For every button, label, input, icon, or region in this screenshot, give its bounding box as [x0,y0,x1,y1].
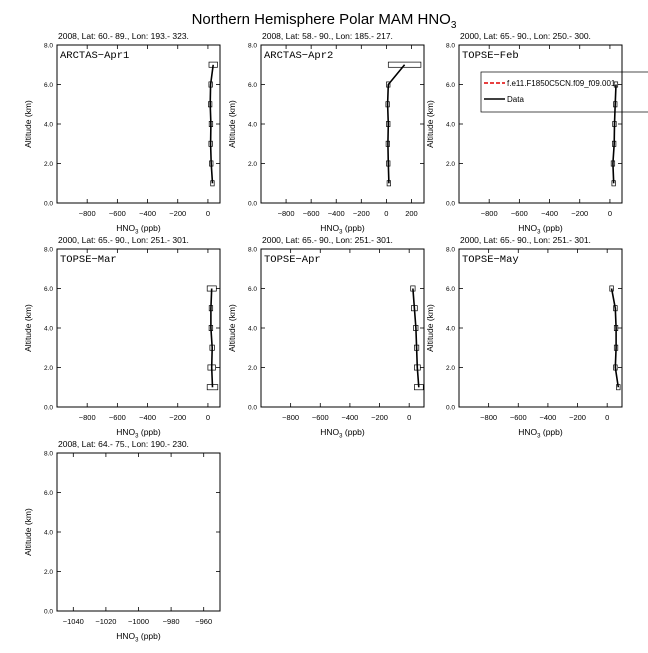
x-tick-label: −400 [327,209,345,218]
x-tick-label: −200 [352,209,370,218]
y-tick-label: 8.0 [445,246,455,254]
y-tick-label: 0.0 [445,200,455,208]
y-tick-label: 8.0 [43,450,53,458]
y-tick-label: 2.0 [247,365,257,372]
x-axis-label: $HNO_3$ (ppb) [116,427,161,440]
plot-frame [57,249,220,407]
y-axis-label: Altitude (km) [425,100,435,148]
panel-7 [23,439,220,644]
y-axis-label: Altitude (km) [227,100,237,148]
x-tick-label: −800 [282,413,300,422]
y-tick-label: 8.0 [43,246,53,254]
campaign-label: ARCTAS−Apr1 [60,50,130,62]
campaign-label: TOPSE−Apr [264,254,321,266]
y-axis-label: Altitude (km) [23,508,33,556]
y-tick-label: 2.0 [43,569,53,576]
y-tick-label: 4.0 [43,325,53,333]
y-tick-label: 6.0 [247,82,257,89]
y-tick-label: 0.0 [247,404,257,412]
y-tick-label: 6.0 [43,286,53,293]
x-tick-label: −800 [480,209,498,218]
legend-box [481,72,648,112]
x-tick-label: 0 [407,413,412,422]
y-tick-label: 2.0 [445,365,455,372]
y-tick-label: 0.0 [247,200,257,208]
y-axis-label: Altitude (km) [23,100,33,148]
y-tick-label: 8.0 [43,42,53,50]
y-tick-label: 4.0 [247,325,257,333]
y-tick-label: 2.0 [445,161,455,168]
x-tick-label: −200 [571,209,589,218]
data-profile-line [413,289,419,388]
x-tick-label: −400 [139,209,157,218]
x-tick-label: −400 [541,209,559,218]
y-tick-label: 2.0 [43,161,53,168]
panel-header: 2000, Lat: 65.- 90., Lon: 251.- 301. [58,235,189,245]
data-profile-line [612,289,619,388]
plot-frame [57,45,220,203]
y-tick-label: 2.0 [247,161,257,168]
y-tick-label: 4.0 [445,121,455,129]
x-tick-label: −200 [169,209,187,218]
plot-frame [261,45,424,203]
y-tick-label: 0.0 [445,404,455,412]
x-tick-label: 0 [384,209,389,218]
y-tick-label: 6.0 [43,490,53,497]
x-tick-label: −400 [341,413,359,422]
x-tick-label: −980 [162,617,180,626]
y-axis-label: Altitude (km) [227,304,237,352]
x-axis-label: $HNO_3$ (ppb) [116,223,161,236]
x-axis-label: $HNO_3$ (ppb) [320,223,365,236]
x-tick-label: 0 [205,413,211,422]
plot-frame [261,249,424,407]
plot-frame [57,453,220,611]
y-tick-label: 6.0 [43,82,53,89]
x-tick-label: −1020 [95,617,117,626]
y-tick-label: 6.0 [247,286,257,293]
x-tick-label: −600 [108,209,126,218]
panel-header: 2008, Lat: 60.- 89., Lon: 193.- 323. [58,31,189,41]
x-tick-label: −600 [302,209,320,218]
panel-header: 2000, Lat: 65.- 90., Lon: 251.- 301. [460,235,591,245]
figure-title-subscript: 3 [450,20,457,31]
x-axis-label: $HNO_3$ (ppb) [518,427,563,440]
x-tick-label: −600 [108,413,126,422]
x-tick-label: 0 [605,413,610,422]
y-tick-label: 4.0 [43,529,53,537]
plot-frame [459,249,622,407]
x-tick-label: −200 [569,413,586,422]
panel-4 [23,235,220,440]
y-tick-label: 8.0 [247,42,257,50]
y-tick-label: 8.0 [445,42,455,50]
x-tick-label: 200 [405,209,418,218]
y-tick-label: 0.0 [43,608,53,616]
campaign-label: TOPSE−May [462,254,519,266]
legend-label: f.e11.F1850C5CN.f09_f09.001 [507,79,616,88]
y-tick-label: 6.0 [445,82,455,89]
x-tick-label: −600 [311,413,329,422]
x-tick-label: −800 [277,209,295,218]
y-tick-label: 4.0 [445,325,455,333]
y-tick-label: 8.0 [247,246,257,254]
x-tick-label: −1040 [62,617,84,626]
y-tick-label: 4.0 [247,121,257,129]
y-tick-label: 6.0 [445,286,455,293]
x-tick-label: −960 [195,617,213,626]
x-axis-label: $HNO_3$ (ppb) [116,631,161,644]
x-tick-label: 0 [205,209,211,218]
legend-label: Data [507,95,524,104]
x-axis-label: $HNO_3$ (ppb) [320,427,365,440]
campaign-label: ARCTAS−Apr2 [264,50,334,62]
panel-2 [227,31,424,236]
x-tick-label: −600 [510,209,528,218]
campaign-label: TOPSE−Mar [60,254,117,266]
x-tick-label: −600 [509,413,527,422]
panel-5 [227,235,424,440]
x-tick-label: −800 [78,209,96,218]
campaign-label: TOPSE−Feb [462,50,519,62]
panel-3 [425,31,648,236]
panel-1 [23,31,220,236]
panel-header: 2008, Lat: 58.- 90., Lon: 185.- 217. [262,31,393,41]
plot-frame [459,45,622,203]
panel-header: 2008, Lat: 64.- 75., Lon: 190.- 230. [58,439,189,449]
data-profile-line [211,289,213,388]
x-axis-label: $HNO_3$ (ppb) [518,223,563,236]
x-tick-label: −200 [169,413,187,422]
data-point-box [388,62,421,67]
x-tick-label: −800 [480,413,498,422]
y-axis-label: Altitude (km) [425,304,435,352]
y-axis-label: Altitude (km) [23,304,33,352]
x-tick-label: −800 [78,413,96,422]
x-tick-label: −200 [371,413,388,422]
panel-header: 2000, Lat: 65.- 90., Lon: 250.- 300. [460,31,591,41]
y-tick-label: 0.0 [43,200,53,208]
figure-title: Northern Hemisphere Polar MAM $HNO_3$ [191,11,457,31]
x-tick-label: −400 [539,413,557,422]
x-tick-label: 0 [607,209,613,218]
y-tick-label: 2.0 [43,365,53,372]
y-tick-label: 4.0 [43,121,53,129]
panel-6 [425,235,622,440]
x-tick-label: −1000 [127,617,150,626]
y-tick-label: 0.0 [43,404,53,412]
panel-header: 2000, Lat: 65.- 90., Lon: 251.- 301. [262,235,393,245]
x-tick-label: −400 [139,413,157,422]
